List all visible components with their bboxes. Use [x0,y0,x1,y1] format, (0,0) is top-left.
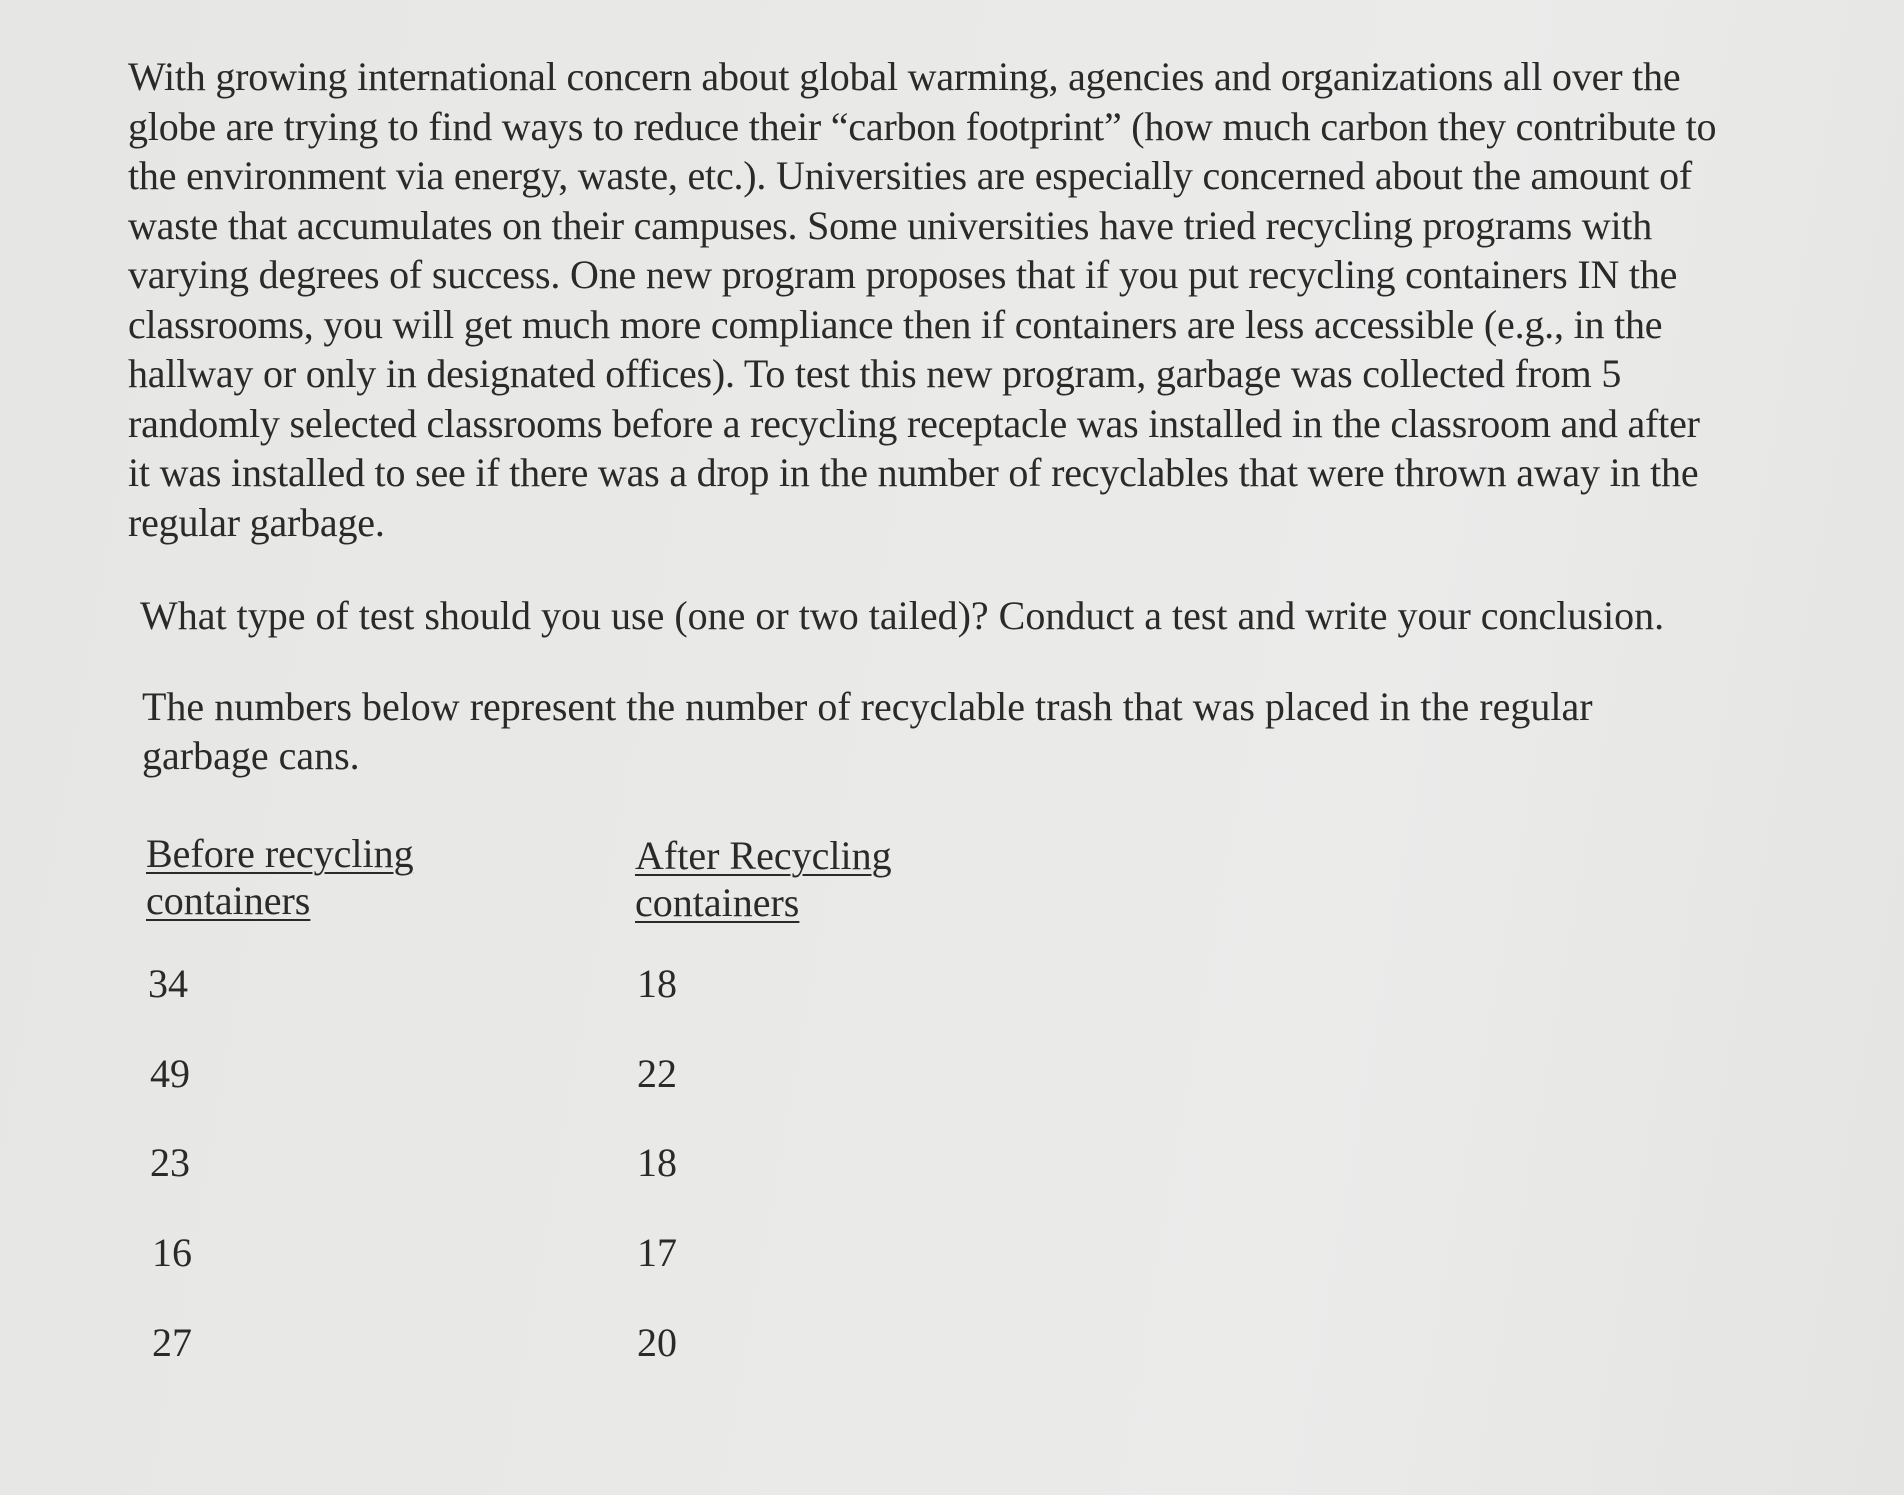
after-column [635,832,1055,1365]
before-value: 34 [148,961,188,1006]
before-value: 49 [150,1051,190,1096]
before-header: Before recycling containers [146,831,414,923]
question-text: What type of test should you use (one or two tailed)? Conduct a test and write your conclusion. [140,593,1665,638]
document-body [128,52,1728,1365]
before-value: 16 [152,1230,192,1275]
intro-paragraph: With growing international concern about global warming, agencies and organizations all over the globe are trying to find ways to reduce their “carbon footprint” (how much carbon they contribute to the environment via energy, waste, etc.). Universities are especially concerned about the amount of waste that accumulates on their campuses. Some universities have tried recycling programs with varying degrees of success. One new program proposes that if you put recycling containers IN the classrooms, you will get much more compliance then if containers are less accessible (e.g., in the hallway or only in designated offices). To test this new program, garbage was collected from 5 randomly selected classrooms before a recycling receptacle was installed in the classroom and after it was installed to see if there was a drop in the number of recyclables that were thrown away in the regular garbage. [128,54,1717,545]
before-value: 27 [152,1320,192,1365]
after-header: After Recycling containers [635,833,892,925]
before-column [146,830,566,1365]
before-value: 23 [150,1140,190,1185]
after-value: 18 [637,1140,677,1185]
data-note: The numbers below represent the number of recyclable trash that was placed in the regular garbage cans. [142,683,1593,778]
after-value: 17 [637,1230,677,1275]
after-value: 18 [637,961,677,1006]
after-value: 20 [637,1320,677,1365]
after-value: 22 [637,1051,677,1096]
